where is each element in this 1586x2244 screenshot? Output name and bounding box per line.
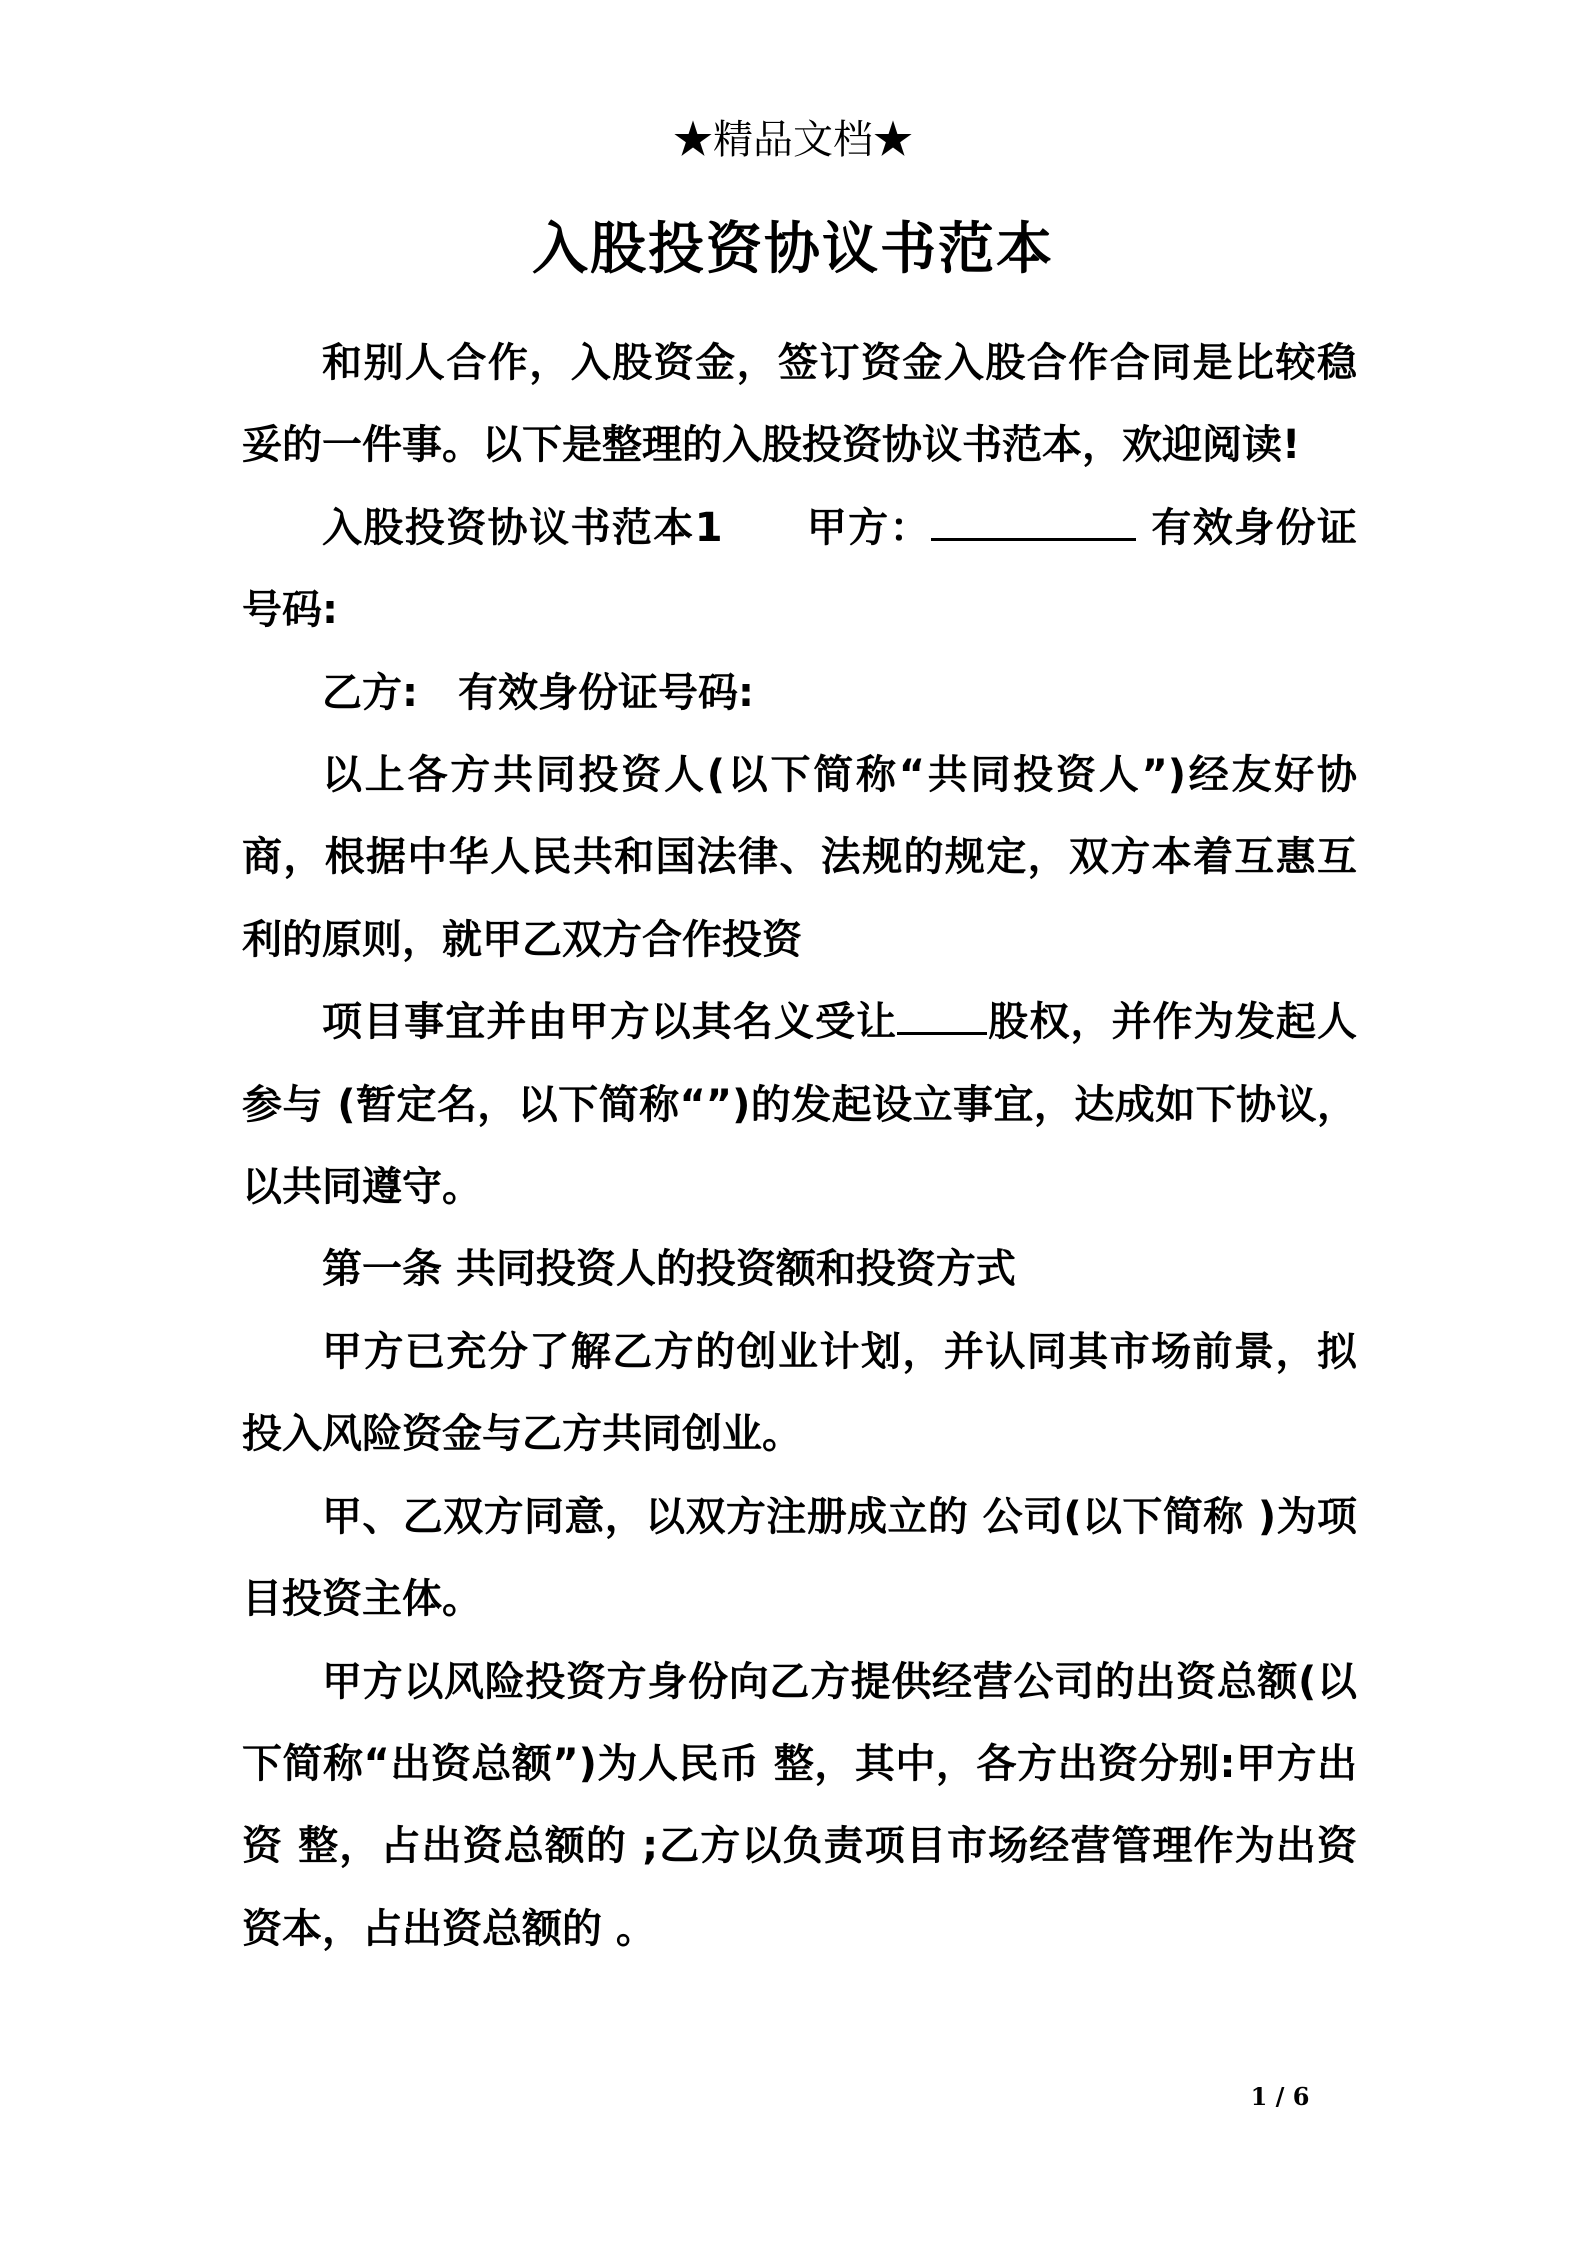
party-a-label: 入股投资协议书范本1 甲方： [322,504,931,551]
document-title: 入股投资协议书范本 [532,217,1054,282]
party-b-paragraph: 乙方: 有效身份证号码: [322,669,754,716]
party-a-id-label: 有效身份证号码: [242,504,1357,634]
equity-blank [897,1002,987,1035]
page-number: 1 / 6 [1250,2082,1310,2111]
investment-entity-paragraph: 甲、乙双方同意，以双方注册成立的 公司(以下简称 )为项目投资主体。 [242,1493,1357,1623]
project-paragraph [242,981,1357,1228]
preamble-paragraph: 以上各方共同投资人(以下简称“共同投资人”)经友好协商，根据中华人民共和国法律、法规的规定，双方本着互惠互利的原则，就甲乙双方合作投资 [242,752,1357,963]
party-a-understanding-paragraph: 甲方已充分了解乙方的创业计划，并认同其市场前景，拟投入风险资金与乙方共同创业。 [242,1328,1357,1458]
article-one-heading: 第一条 共同投资人的投资额和投资方式 [322,1246,1016,1293]
party-a-paragraph [242,487,1357,652]
capital-contribution-paragraph: 甲方以风险投资方身份向乙方提供经营公司的出资总额(以下简称“出资总额”)为人民币 整，其中，各方出资分别:甲方出资 整，占出资总额的 ;乙方以负责项目市场经营管理作为出资资本，占出资总额的 。 [242,1658,1357,1952]
project-text-start: 项目事宜并由甲方以其名义受让 [322,999,898,1046]
document-body [242,322,1357,1970]
project-text-end: 股权，并作为发起人参与 (暂定名，以下简称“”)的发起设立事宜，达成如下协议，以共同遵守。 [242,999,1358,1211]
intro-paragraph: 和别人合作，入股资金，签订资金入股合作合同是比较稳妥的一件事。以下是整理的入股投资协议书范本，欢迎阅读! [242,340,1357,469]
party-a-blank [931,508,1136,541]
header-mark: ★精品文档★ [673,117,913,163]
